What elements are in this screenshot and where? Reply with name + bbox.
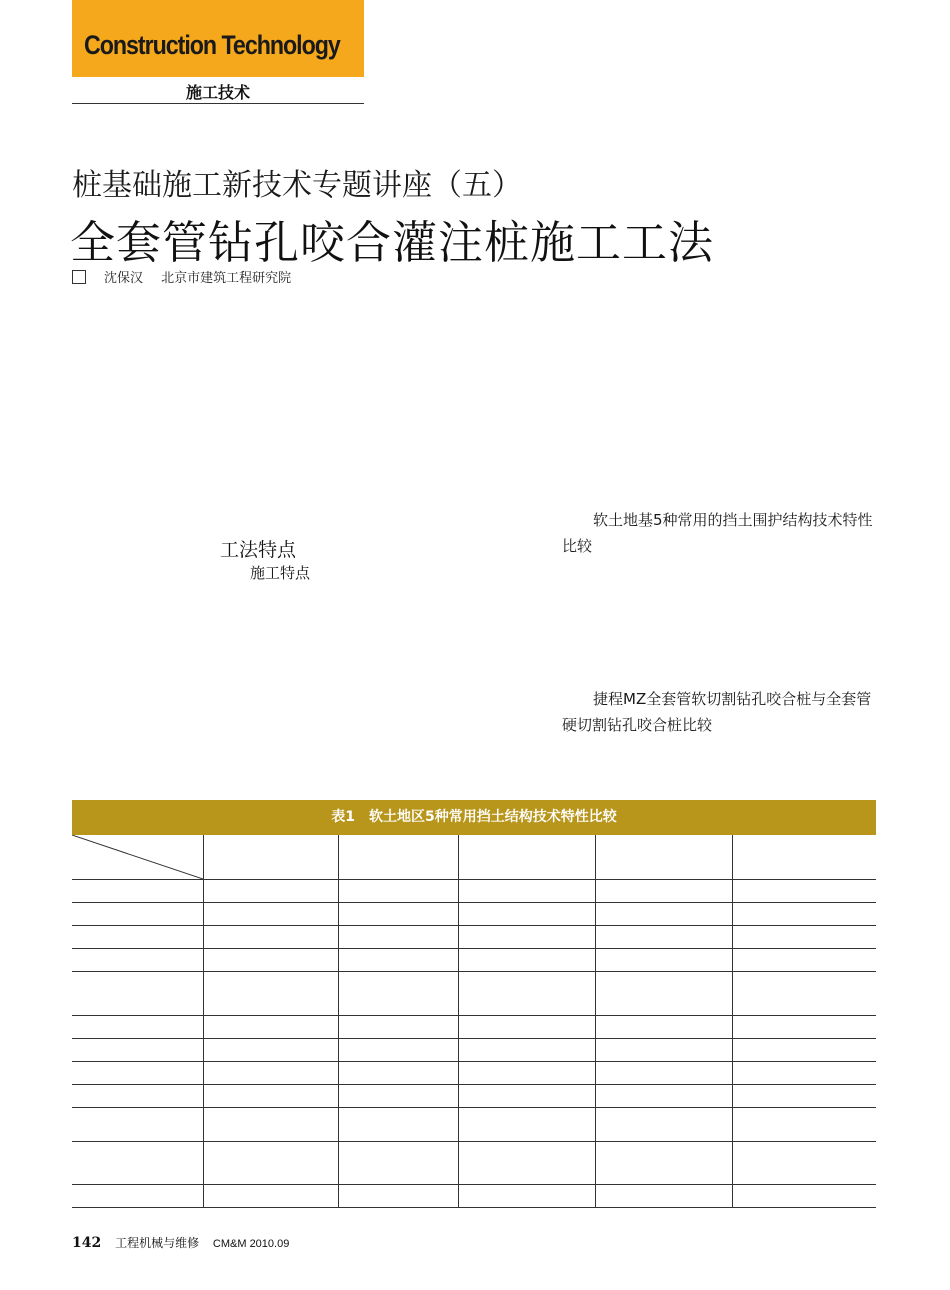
table-cell [595,1085,732,1108]
table-cell [595,1016,732,1039]
table-cell [595,835,732,880]
table-cell [338,1185,458,1208]
table-cell [595,1185,732,1208]
table-cell [338,1108,458,1142]
table-cell [732,949,876,972]
table-cell [203,1185,338,1208]
table-cell [458,1085,595,1108]
table-cell [203,949,338,972]
table-cell [338,1039,458,1062]
table-cell [72,1039,203,1062]
header-chinese-title: 施工技术 [185,83,250,102]
table-row [72,926,876,949]
table-cell [458,835,595,880]
table-cell [458,1108,595,1142]
table-cell [595,926,732,949]
table-cell [338,1016,458,1039]
table-cell [732,903,876,926]
table-cell [732,926,876,949]
table-cell [458,972,595,1016]
table-row [72,1039,876,1062]
table-cell [72,1085,203,1108]
table-row [72,972,876,1016]
table-cell [203,1142,338,1185]
table-cell [203,1085,338,1108]
data-table [72,835,876,1208]
table-cell [732,1108,876,1142]
magazine-name: 工程机械与维修 [115,1236,200,1250]
table-cell [72,1108,203,1142]
table-cell [732,972,876,1016]
right-paragraph-2: 捷程MZ全套管软切割钻孔咬合桩与全套管硬切割钻孔咬合桩比较 [562,690,872,734]
table-cell [338,926,458,949]
table-cell [203,1108,338,1142]
table-cell [338,1085,458,1108]
table-cell [595,949,732,972]
table-cell [732,1142,876,1185]
table-cell [72,903,203,926]
table-cell [732,1039,876,1062]
table-cell [338,903,458,926]
table-cell [338,1062,458,1085]
table-cell [458,903,595,926]
table-cell [72,949,203,972]
comparison-table [72,800,876,1208]
table-cell [595,1039,732,1062]
table-cell [458,1142,595,1185]
page-footer [72,1234,289,1251]
table-cell [732,1016,876,1039]
table-cell [72,926,203,949]
table-cell [458,1062,595,1085]
header-english-title: Construction Technology [84,30,340,60]
table-cell [732,1085,876,1108]
issue-label: CM&M 2010.09 [212,1238,290,1250]
table-cell [338,880,458,903]
author-square-icon [72,270,86,284]
table-caption: 表1 软土地区5种常用挡土结构技术特性比较 [72,800,876,835]
page-title: 全套管钻孔咬合灌注桩施工工法 [70,216,715,269]
table-row [72,949,876,972]
table-cell [732,880,876,903]
diagonal-header-cell [72,835,203,880]
section-heading: 工法特点 [220,539,297,561]
table-cell [338,949,458,972]
table-cell [338,972,458,1016]
table-cell [203,1016,338,1039]
table-row [72,1016,876,1039]
series-title: 桩基础施工新技术专题讲座（五） [72,168,522,203]
table-cell [338,835,458,880]
table-cell [458,880,595,903]
table-cell [595,1142,732,1185]
table-row [72,1185,876,1208]
table-cell [595,903,732,926]
table-header-row [72,835,876,880]
table-cell [458,926,595,949]
table-cell [338,1142,458,1185]
table-row [72,903,876,926]
table-cell [72,880,203,903]
table-cell [203,972,338,1016]
table-cell [595,1108,732,1142]
header-divider [72,103,364,104]
table-cell [72,1142,203,1185]
table-cell [203,880,338,903]
table-cell [203,1039,338,1062]
table-cell [458,1185,595,1208]
right-paragraph-1: 软土地基5种常用的挡土围护结构技术特性比较 [562,511,873,555]
subsection-heading: 施工特点 [250,564,311,582]
table-cell [72,1185,203,1208]
table-row [72,1108,876,1142]
table-row [72,880,876,903]
table-cell [72,1016,203,1039]
table-row [72,1085,876,1108]
table-cell [203,903,338,926]
page-number: 142 [72,1235,102,1251]
diagonal-line [72,835,203,879]
table-cell [458,1039,595,1062]
table-cell [72,1062,203,1085]
table-cell [203,926,338,949]
table-row [72,1142,876,1185]
table-cell [458,949,595,972]
table-row [72,1062,876,1085]
table-cell [595,972,732,1016]
table-cell [732,1062,876,1085]
table-cell [732,1185,876,1208]
table-cell [72,972,203,1016]
table-cell [732,835,876,880]
table-cell [203,835,338,880]
table-cell [595,880,732,903]
table-cell [595,1062,732,1085]
author-line: 沈保汉 北京市建筑工程研究院 [104,271,292,286]
table-cell [458,1016,595,1039]
table-cell [203,1062,338,1085]
